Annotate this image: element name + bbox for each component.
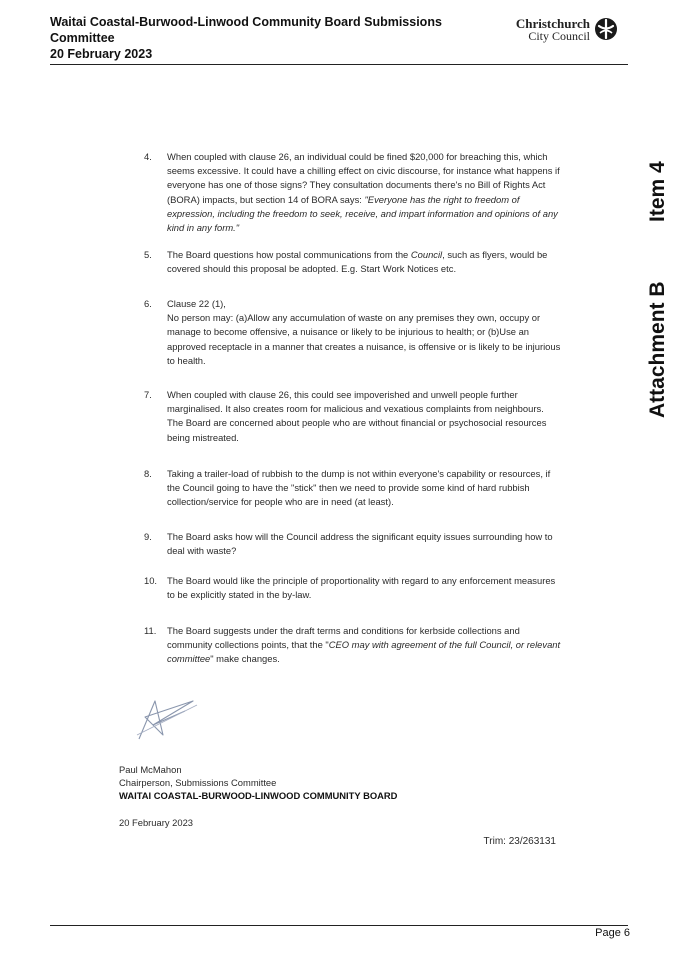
- item-emphasis: Council: [410, 249, 443, 260]
- signer-name: Paul McMahon: [119, 764, 182, 775]
- side-labels: [646, 150, 670, 420]
- item-emphasis: CEO may with agreement of the full Council, or relevant committee: [167, 639, 561, 665]
- trim-reference: Trim: 23/263131: [483, 836, 556, 847]
- council-emblem-icon: [594, 17, 618, 41]
- list-item: [144, 388, 562, 445]
- header-date: 20 February 2023: [50, 47, 153, 61]
- item-clause-heading: Clause 22 (1),: [167, 298, 226, 309]
- item-text: [167, 150, 562, 235]
- list-item: [144, 467, 562, 510]
- council-logo: [508, 16, 618, 46]
- footer-divider: [50, 925, 628, 926]
- page-header-title: [50, 14, 470, 62]
- list-item: [144, 574, 562, 602]
- item-body: When coupled with clause 26, an individual could be fined $20,000 for breaching this, which seems excessive. It could have a chilling effect on civic discourse, for instance what happens if everyone has one of those signs? They consultation documents there's no Bill of Rights Act (BORA) impacts, but section 14 of BORA says:: [167, 151, 560, 205]
- handwritten-signature: [133, 695, 203, 745]
- header-divider: [50, 64, 628, 65]
- item-text: The Board would like the principle of proportionality with regard to any enforcement measures to be explicitly stated in the by-law.: [167, 575, 556, 601]
- item-number: 4.: [144, 151, 152, 162]
- header-title-line1: Waitai Coastal-Burwood-Linwood Community Board Submissions: [50, 15, 442, 29]
- item-number: 6.: [144, 298, 152, 309]
- list-item: [144, 624, 562, 667]
- list-item: [144, 150, 562, 235]
- signature-date: 20 February 2023: [119, 817, 194, 828]
- item-body-pre: The Board suggests under the draft terms and conditions for kerbside collections and community collections points, that the ": [167, 625, 520, 651]
- list-item: [144, 530, 562, 558]
- logo-text-line1: Christchurch: [515, 16, 590, 31]
- item-number: 5.: [144, 249, 152, 260]
- list-item: [144, 297, 562, 368]
- side-label-item: Item 4: [646, 161, 669, 222]
- page-number: Page 6: [595, 927, 630, 939]
- item-body-pre: The Board questions how postal communications from the: [167, 249, 411, 260]
- signature-block: [119, 763, 397, 802]
- header-title-line2: Committee: [50, 31, 115, 45]
- list-item: [144, 248, 562, 276]
- item-body-post: " make changes.: [210, 653, 280, 665]
- item-text: The Board asks how will the Council address the significant equity issues surrounding how to deal with waste?: [167, 531, 553, 557]
- item-text: [167, 248, 562, 276]
- side-label-attachment: Attachment B: [646, 281, 669, 418]
- logo-text-line2: City Council: [528, 29, 590, 43]
- item-number: 11.: [144, 625, 157, 636]
- item-text: When coupled with clause 26, this could see impoverished and unwell people further marginalised. It also creates room for malicious and vexatious complaints from neighbours. The Board are concerned about people who are without financial or psychosocial resources being mistreated.: [167, 389, 547, 443]
- signer-role: Chairperson, Submissions Committee: [119, 777, 277, 788]
- item-quote: "Everyone has the right to freedom of expression, including the freedom to seek, receive, and impart information and opinions of any kind in any form.": [167, 193, 558, 234]
- item-clause-text: No person may: (a)Allow any accumulation of waste on any premises they own, occupy or manage to become offensive, a nuisance or likely to be injurious to health; or (b)Use an approved receptacle in a manner that creates a nuisance, is offensive or is likely to be injurious to health.: [167, 312, 561, 366]
- item-body-post: , such as flyers, would be covered should this proposal be adopted. E.g. Start Work Notices etc.: [167, 249, 548, 275]
- item-number: 7.: [144, 389, 152, 400]
- item-number: 10.: [144, 575, 158, 586]
- item-text: Taking a trailer-load of rubbish to the dump is not within everyone's capability or resources, if the Council going to have the "stick" then we need to provide some kind of hard rubbish collection/service for people who are in need (at least).: [167, 468, 551, 508]
- item-number: 9.: [144, 531, 152, 542]
- signer-organisation: WAITAI COASTAL-BURWOOD-LINWOOD COMMUNITY BOARD: [119, 790, 398, 801]
- item-text: [167, 624, 562, 667]
- item-text: [167, 297, 562, 368]
- item-number: 8.: [144, 468, 152, 479]
